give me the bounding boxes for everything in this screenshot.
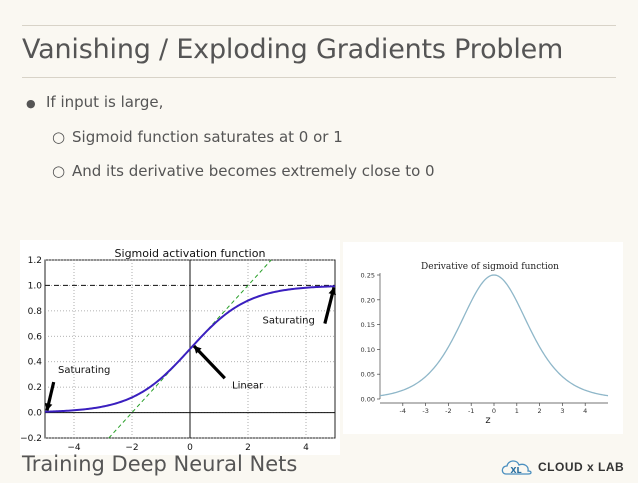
annotation-linear: Linear [232,380,264,392]
x-tick-label: 3 [560,407,565,415]
annotation-saturating-low: Saturating [58,365,111,377]
chart-title: Derivative of sigmoid function [421,262,559,272]
y-tick-label: 0.20 [360,296,375,305]
y-tick-label: 1.0 [27,281,42,292]
x-tick-label: -1 [467,407,475,415]
x-tick-label: -3 [422,407,429,415]
annotation-saturating-high: Saturating [262,315,315,327]
x-tick-label: 4 [303,443,309,453]
y-tick-label: 0.4 [27,357,42,368]
bullet-text: Sigmoid function saturates at 0 or 1 [72,128,343,146]
bullet-3 [52,162,435,180]
footer-title: Training Deep Neural Nets [22,452,298,476]
y-tick-label: 0.2 [27,383,42,394]
x-tick-label: 2 [537,407,542,415]
bullet-2 [52,128,343,146]
chart-background [20,240,340,455]
top-rule [22,25,616,26]
x-tick-label: −2 [125,443,139,453]
x-axis-label: z [485,415,491,426]
y-tick-label: 0.6 [27,332,42,343]
bullet-marker: ● [26,97,36,110]
x-tick-label: 0 [491,407,497,415]
bullet-text: And its derivative becomes extremely close to 0 [72,162,435,180]
x-tick-label: 0 [187,443,193,453]
y-tick-label: 0.15 [360,321,375,330]
cloud-logo-icon [500,456,536,478]
bullet-marker: ○ [52,128,66,146]
x-tick-label: -2 [445,407,452,415]
y-tick-label: 0.00 [360,395,375,404]
bullet-1 [26,93,163,111]
logo-mark: XL [510,466,522,475]
logo-text: CLOUD x LAB [538,460,625,474]
title-rule [22,77,616,78]
y-tick-label: 0.05 [360,370,375,379]
cloudxlab-logo [500,456,625,478]
y-tick-label: 0.8 [27,306,42,317]
bullet-text: If input is large, [46,93,164,111]
chart-title: Sigmoid activation function [114,247,266,260]
x-tick-label: −4 [67,443,81,453]
x-tick-label: 1 [514,407,519,415]
x-tick-label: 4 [583,407,588,415]
x-tick-label: 2 [245,443,251,453]
bullet-marker: ○ [52,162,66,180]
sigmoid-chart [20,240,340,455]
y-tick-label: 0.25 [360,271,375,280]
y-tick-label: 0.10 [360,345,375,354]
derivative-chart [343,242,623,434]
y-tick-label: 1.2 [27,256,42,266]
x-tick-label: -4 [399,407,407,415]
y-tick-label: 0.0 [27,408,42,419]
y-tick-label: −0.2 [20,434,42,444]
slide-title: Vanishing / Exploding Gradients Problem [22,34,564,65]
